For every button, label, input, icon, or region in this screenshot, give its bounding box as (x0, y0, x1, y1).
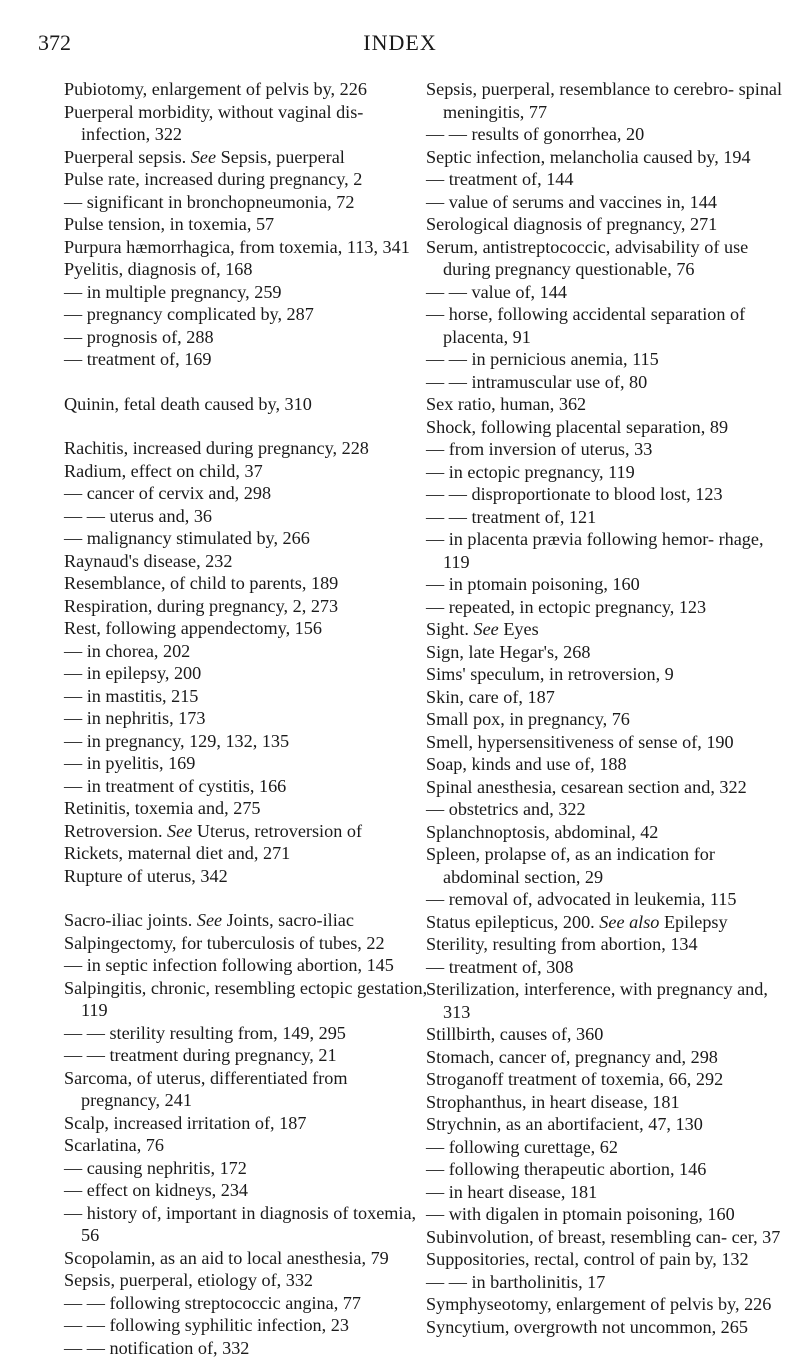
index-entry: Strophanthus, in heart disease, 181 (426, 1091, 790, 1114)
index-entry: — — value of, 144 (426, 281, 790, 304)
index-entry: — — intramuscular use of, 80 (426, 371, 790, 394)
index-entry: — in placenta prævia following hemor- rhage, 119 (426, 528, 790, 573)
index-entry: Sterilization, interference, with pregnancy and, 313 (426, 978, 790, 1023)
index-entry: Rickets, maternal diet and, 271 (64, 842, 428, 865)
index-entry: — — following streptococcic angina, 77 (64, 1292, 428, 1315)
index-entry: Respiration, during pregnancy, 2, 273 (64, 595, 428, 618)
index-entry: — following therapeutic abortion, 146 (426, 1158, 790, 1181)
index-entry: — from inversion of uterus, 33 (426, 438, 790, 461)
index-entry: Pubiotomy, enlargement of pelvis by, 226 (64, 78, 428, 101)
index-entry: — in treatment of cystitis, 166 (64, 775, 428, 798)
index-entry: Salpingitis, chronic, resembling ectopic gestation, 119 (64, 977, 428, 1022)
index-entry: Sepsis, puerperal, resemblance to cerebro- spinal meningitis, 77 (426, 78, 790, 123)
index-entry: Pyelitis, diagnosis of, 168 (64, 258, 428, 281)
see-reference: See also (599, 912, 659, 932)
index-entry: Pulse tension, in toxemia, 57 (64, 213, 428, 236)
page-number: 372 (38, 30, 71, 56)
index-entry: — following curettage, 62 (426, 1136, 790, 1159)
running-head: INDEX (0, 30, 800, 56)
index-entry: — with digalen in ptomain poisoning, 160 (426, 1203, 790, 1226)
index-entry: — in pyelitis, 169 (64, 752, 428, 775)
index-entry: Sacro-iliac joints. See Joints, sacro-iliac (64, 909, 428, 932)
index-entry: — — sterility resulting from, 149, 295 (64, 1022, 428, 1045)
index-entry: Raynaud's disease, 232 (64, 550, 428, 573)
section-gap (64, 415, 428, 437)
index-entry: Subinvolution, of breast, resembling can- cer, 37 (426, 1226, 790, 1249)
index-entry: Salpingectomy, for tuberculosis of tubes, 22 (64, 932, 428, 955)
index-entry: Soap, kinds and use of, 188 (426, 753, 790, 776)
index-entry: Shock, following placental separation, 89 (426, 416, 790, 439)
index-entry: — in nephritis, 173 (64, 707, 428, 730)
index-column-right (426, 78, 790, 1338)
index-entry: — horse, following accidental separation of placenta, 91 (426, 303, 790, 348)
index-entry: — — notification of, 332 (64, 1337, 428, 1359)
index-entry: — in epilepsy, 200 (64, 662, 428, 685)
index-entry: Retinitis, toxemia and, 275 (64, 797, 428, 820)
index-entry: Serological diagnosis of pregnancy, 271 (426, 213, 790, 236)
index-entry: Splanchnoptosis, abdominal, 42 (426, 821, 790, 844)
index-entry: Quinin, fetal death caused by, 310 (64, 393, 428, 416)
index-entry: — — uterus and, 36 (64, 505, 428, 528)
index-entry: — in septic infection following abortion, 145 (64, 954, 428, 977)
index-entry: — causing nephritis, 172 (64, 1157, 428, 1180)
index-entry: Retroversion. See Uterus, retroversion of (64, 820, 428, 843)
index-entry: Sterility, resulting from abortion, 134 (426, 933, 790, 956)
index-entry: Small pox, in pregnancy, 76 (426, 708, 790, 731)
index-entry: Rupture of uterus, 342 (64, 865, 428, 888)
index-entry: — effect on kidneys, 234 (64, 1179, 428, 1202)
index-entry: Rest, following appendectomy, 156 (64, 617, 428, 640)
index-entry: Serum, antistreptococcic, advisability of use during pregnancy questionable, 76 (426, 236, 790, 281)
index-entry: Stomach, cancer of, pregnancy and, 298 (426, 1046, 790, 1069)
index-entry: — in mastitis, 215 (64, 685, 428, 708)
index-entry: — — in bartholinitis, 17 (426, 1271, 790, 1294)
index-entry: Scarlatina, 76 (64, 1134, 428, 1157)
index-entry: Status epilepticus, 200. See also Epilepsy (426, 911, 790, 934)
index-entry: — in ectopic pregnancy, 119 (426, 461, 790, 484)
index-entry: — treatment of, 144 (426, 168, 790, 191)
index-entry: — pregnancy complicated by, 287 (64, 303, 428, 326)
index-entry: — in chorea, 202 (64, 640, 428, 663)
index-entry: — — following syphilitic infection, 23 (64, 1314, 428, 1337)
index-entry: — in ptomain poisoning, 160 (426, 573, 790, 596)
index-entry: — — results of gonorrhea, 20 (426, 123, 790, 146)
index-entry: Stillbirth, causes of, 360 (426, 1023, 790, 1046)
index-entry: Spinal anesthesia, cesarean section and, 322 (426, 776, 790, 799)
section-gap (64, 371, 428, 393)
index-entry: — prognosis of, 288 (64, 326, 428, 349)
index-entry: — treatment of, 308 (426, 956, 790, 979)
see-reference: See (191, 147, 216, 167)
see-reference: See (197, 910, 222, 930)
index-entry: Sight. See Eyes (426, 618, 790, 641)
index-entry: Sims' speculum, in retroversion, 9 (426, 663, 790, 686)
index-entry: — history of, important in diagnosis of toxemia, 56 (64, 1202, 428, 1247)
index-entry: — — treatment of, 121 (426, 506, 790, 529)
index-entry: — significant in bronchopneumonia, 72 (64, 191, 428, 214)
index-entry: Puerperal sepsis. See Sepsis, puerperal (64, 146, 428, 169)
index-entry: Stroganoff treatment of toxemia, 66, 292 (426, 1068, 790, 1091)
index-entry: Smell, hypersensitiveness of sense of, 190 (426, 731, 790, 754)
index-entry: Sex ratio, human, 362 (426, 393, 790, 416)
index-entry: Purpura hæmorrhagica, from toxemia, 113, 341 (64, 236, 428, 259)
index-entry: Sepsis, puerperal, etiology of, 332 (64, 1269, 428, 1292)
index-entry: Sign, late Hegar's, 268 (426, 641, 790, 664)
index-entry: — malignancy stimulated by, 266 (64, 527, 428, 550)
index-entry: Puerperal morbidity, without vaginal dis- infection, 322 (64, 101, 428, 146)
index-entry: — obstetrics and, 322 (426, 798, 790, 821)
index-entry: Symphyseotomy, enlargement of pelvis by, 226 (426, 1293, 790, 1316)
index-column-left (64, 78, 428, 1359)
index-entry: Skin, care of, 187 (426, 686, 790, 709)
index-entry: — — disproportionate to blood lost, 123 (426, 483, 790, 506)
index-entry: Spleen, prolapse of, as an indication for abdominal section, 29 (426, 843, 790, 888)
index-entry: — in heart disease, 181 (426, 1181, 790, 1204)
index-entry: — cancer of cervix and, 298 (64, 482, 428, 505)
section-gap (64, 887, 428, 909)
index-entry: Suppositories, rectal, control of pain by, 132 (426, 1248, 790, 1271)
index-entry: Scopolamin, as an aid to local anesthesia, 79 (64, 1247, 428, 1270)
index-entry: Resemblance, of child to parents, 189 (64, 572, 428, 595)
index-entry: Radium, effect on child, 37 (64, 460, 428, 483)
index-entry: — treatment of, 169 (64, 348, 428, 371)
see-reference: See (167, 821, 192, 841)
index-entry: — repeated, in ectopic pregnancy, 123 (426, 596, 790, 619)
index-entry: Rachitis, increased during pregnancy, 228 (64, 437, 428, 460)
index-entry: — removal of, advocated in leukemia, 115 (426, 888, 790, 911)
index-entry: Septic infection, melancholia caused by, 194 (426, 146, 790, 169)
index-entry: Syncytium, overgrowth not uncommon, 265 (426, 1316, 790, 1339)
index-entry: Pulse rate, increased during pregnancy, 2 (64, 168, 428, 191)
index-entry: — in pregnancy, 129, 132, 135 (64, 730, 428, 753)
index-entry: Strychnin, as an abortifacient, 47, 130 (426, 1113, 790, 1136)
index-entry: Scalp, increased irritation of, 187 (64, 1112, 428, 1135)
index-entry: Sarcoma, of uterus, differentiated from pregnancy, 241 (64, 1067, 428, 1112)
index-entry: — value of serums and vaccines in, 144 (426, 191, 790, 214)
index-entry: — — in pernicious anemia, 115 (426, 348, 790, 371)
index-entry: — in multiple pregnancy, 259 (64, 281, 428, 304)
see-reference: See (474, 619, 499, 639)
index-entry: — — treatment during pregnancy, 21 (64, 1044, 428, 1067)
